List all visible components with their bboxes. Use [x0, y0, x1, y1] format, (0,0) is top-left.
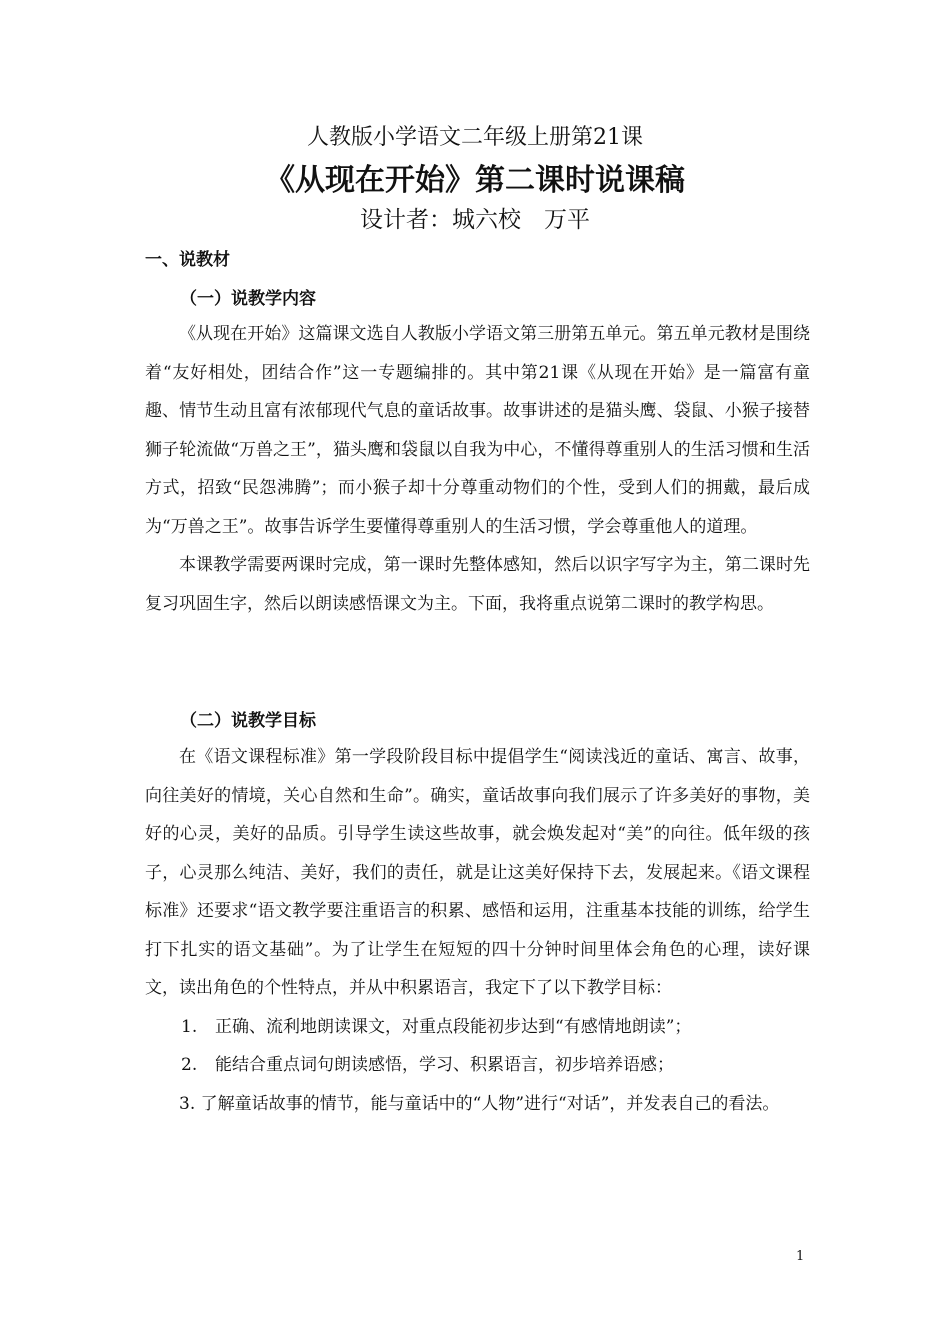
section-heading-textbook: 一、说教材: [145, 250, 230, 270]
paragraph-lesson-plan: 本课教学需要两课时完成，第一课时先整体感知，然后以识字写字为主，第二课时先复习巩固生字，然后以朗读感悟课文为主。下面，我将重点说第二课时的教学构思。: [145, 555, 810, 614]
page-number: 1: [796, 1249, 805, 1264]
goal-text: 正确、流利地朗读课文，对重点段能初步达到“有感情地朗读”；: [215, 1016, 692, 1037]
paragraph-content-intro: 《从现在开始》这篇课文选自人教版小学语文第三册第五单元。第五单元教材是围绕着“友好相处，团结合作”这一专题编排的。其中第21课《从现在开始》是一篇富有童趣、情节生动且富有浓郁现代气息的童话故事。故事讲述的是猫头鹰、袋鼠、小猴子接替狮子轮流做“万兽之王”，猫头鹰和袋鼠以自我为中心，不懂得尊重别人的生活习惯和生活方式，招致“民怨沸腾”；而小猴子却十分尊重动物们的个性，受到人们的拥戴，最后成为“万兽之王”。故事告诉学生要懂得尊重别人的生活习惯，学会尊重他人的道理。: [145, 324, 810, 537]
goal-number: 2.: [181, 1055, 198, 1075]
goal-item-3: 3. 了解童话故事的情节，能与童话中的“人物”进行“对话”，并发表自己的看法。: [179, 1093, 780, 1114]
goal-item-1: [145, 1008, 810, 1047]
goal-number: 1.: [181, 1016, 198, 1037]
subsection-heading-content: （一）说教学内容: [180, 289, 316, 309]
author-line: 设计者：城六校 万平: [360, 207, 590, 233]
paragraph-standards: 在《语文课程标准》第一学段阶段目标中提倡学生“阅读浅近的童话、寓言、故事，向往美好的情境，关心自然和生命”。确实，童话故事向我们展示了许多美好的事物，美好的心灵，美好的品质。引导学生读这些故事，就会焕发起对“美”的向往。低年级的孩子，心灵那么纯洁、美好，我们的责任，就是让这美好保持下去，发展起来。《语文课程标准》还要求“语文教学要注重语言的积累、感悟和运用，注重基本技能的训练，给学生打下扎实的语文基础”。为了让学生在短短的四十分钟时间里体会角色的心理，读好课文，读出角色的个性特点，并从中积累语言，我定下了以下教学目标：: [145, 747, 810, 998]
course-subtitle: 人教版小学语文二年级上册第21课: [307, 125, 643, 150]
content-paragraphs: [145, 315, 810, 623]
goal-text: 能结合重点词句朗读感悟，学习、积累语言，初步培养语感；: [215, 1055, 674, 1075]
document-title: 《从现在开始》第二课时说课稿: [265, 163, 685, 198]
goals-block: [145, 738, 810, 1123]
subsection-heading-goals: （二）说教学目标: [180, 711, 316, 731]
goal-item-2: [145, 1046, 810, 1085]
